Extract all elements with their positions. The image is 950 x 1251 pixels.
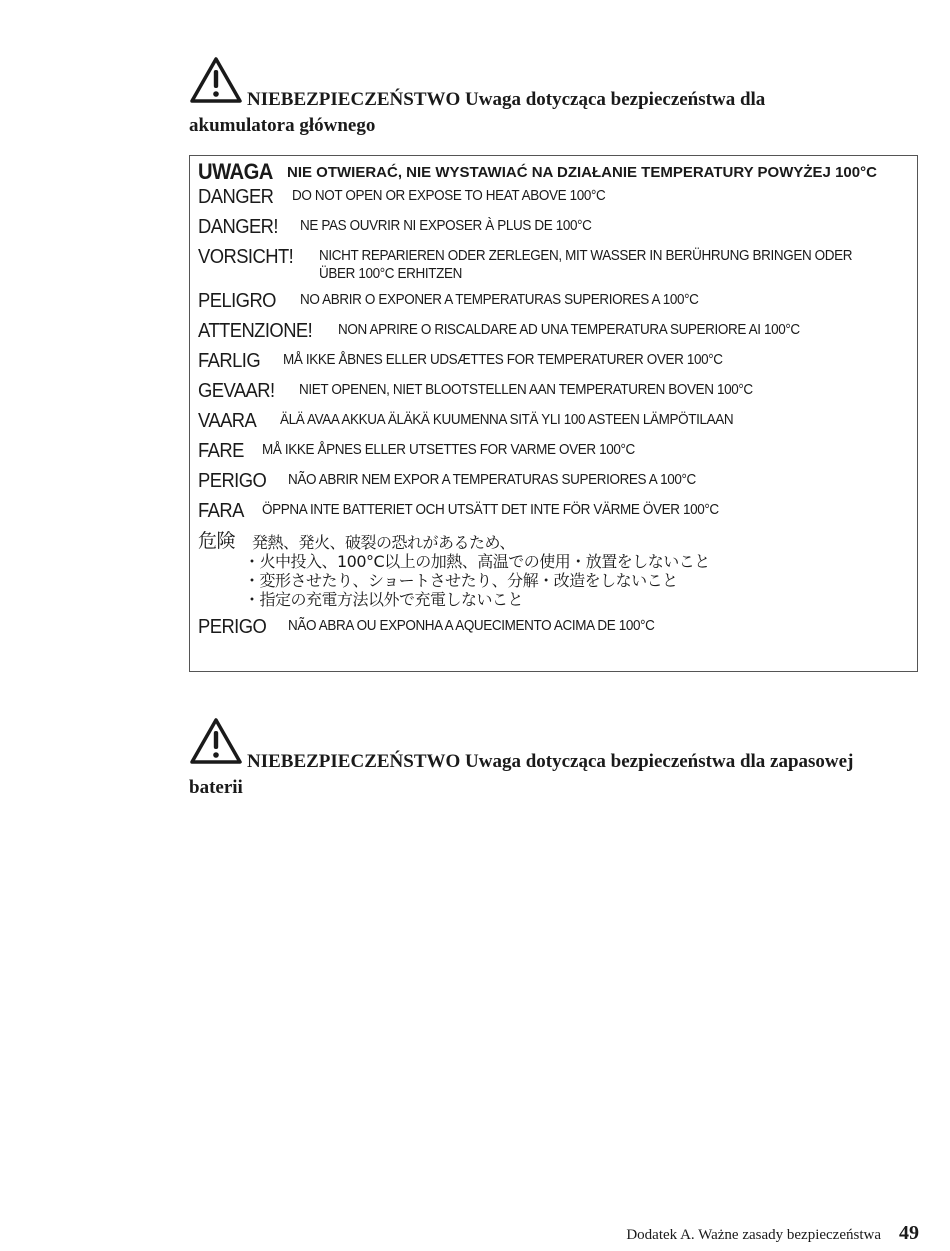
label-text: ÖPPNA INTE BATTERIET OCH UTSÄTT DET INTE FÖR VÄRME ÖVER 100°C: [262, 502, 719, 518]
label-text: 発熱、発火、破裂の恐れがあるため、: [252, 533, 515, 552]
label-word: 危険: [198, 530, 236, 552]
label-text: NIET OPENEN, NIET BLOOTSTELLEN AAN TEMPERATUREN BOVEN 100°C: [299, 382, 753, 398]
label-word: FARLIG: [198, 350, 261, 372]
label-word: DANGER: [198, 186, 274, 208]
footer-text: Dodatek A. Ważne zasady bezpieczeństwa: [626, 1227, 881, 1243]
label-text-line: ・変形させたり、ショートさせたり、分解・改造をしないこと: [244, 571, 678, 590]
label-text: NICHT REPARIEREN ODER ZERLEGEN, MIT WASSER IN BERÜHRUNG BRINGEN ODER: [319, 248, 853, 264]
label-text: NIE OTWIERAĆ, NIE WYSTAWIAĆ NA DZIAŁANIE TEMPERATURY POWYŻEJ 100°C: [287, 164, 877, 181]
label-text-line: ・指定の充電方法以外で充電しないこと: [244, 590, 524, 609]
label-word: PERIGO: [198, 470, 267, 492]
label-word: PELIGRO: [198, 290, 276, 312]
label-text-continued: ÜBER 100°C ERHITZEN: [319, 266, 462, 282]
label-text: NÃO ABRA OU EXPONHA A AQUECIMENTO ACIMA DE 100°C: [288, 618, 655, 634]
section2-heading: [189, 749, 853, 801]
label-text: DO NOT OPEN OR EXPOSE TO HEAT ABOVE 100°C: [292, 188, 606, 204]
label-text: NON APRIRE O RISCALDARE AD UNA TEMPERATURA SUPERIORE AI 100°C: [338, 322, 800, 338]
label-word: VORSICHT!: [198, 246, 294, 268]
section2-heading-line2: baterii: [189, 777, 243, 798]
section1-heading: [189, 87, 765, 139]
label-word: FARE: [198, 440, 244, 462]
label-text: MÅ IKKE ÅBNES ELLER UDSÆTTES FOR TEMPERATURER OVER 100°C: [283, 352, 723, 368]
label-word: ATTENZIONE!: [198, 320, 313, 342]
label-word: FARA: [198, 500, 244, 522]
section1-heading-line2: akumulatora głównego: [189, 115, 376, 136]
section1-heading-line1: NIEBEZPIECZEŃSTWO Uwaga dotycząca bezpieczeństwa dla: [247, 89, 766, 110]
battery-warning-label: [189, 155, 918, 672]
page-footer: [626, 1222, 919, 1245]
label-word: UWAGA: [198, 159, 273, 184]
label-text: NO ABRIR O EXPONER A TEMPERATURAS SUPERIORES A 100°C: [300, 292, 699, 308]
label-word: PERIGO: [198, 616, 267, 638]
label-word: VAARA: [198, 410, 257, 432]
label-word: GEVAAR!: [198, 380, 275, 402]
section2-heading-line1: NIEBEZPIECZEŃSTWO Uwaga dotycząca bezpieczeństwa dla zapasowej: [247, 751, 854, 772]
label-text: NE PAS OUVRIR NI EXPOSER À PLUS DE 100°C: [300, 218, 592, 234]
label-text: MÅ IKKE ÅPNES ELLER UTSETTES FOR VARME OVER 100°C: [262, 442, 635, 458]
label-word: DANGER!: [198, 216, 278, 238]
label-text: ÄLÄ AVAA AKKUA ÄLÄKÄ KUUMENNA SITÄ YLI 100 ASTEEN LÄMPÖTILAAN: [280, 412, 734, 428]
label-text-line: ・火中投入、100°C以上の加熱、高温での使用・放置をしないこと: [244, 552, 710, 571]
page-number: 49: [899, 1222, 919, 1244]
label-text: NÃO ABRIR NEM EXPOR A TEMPERATURAS SUPERIORES A 100°C: [288, 472, 696, 488]
